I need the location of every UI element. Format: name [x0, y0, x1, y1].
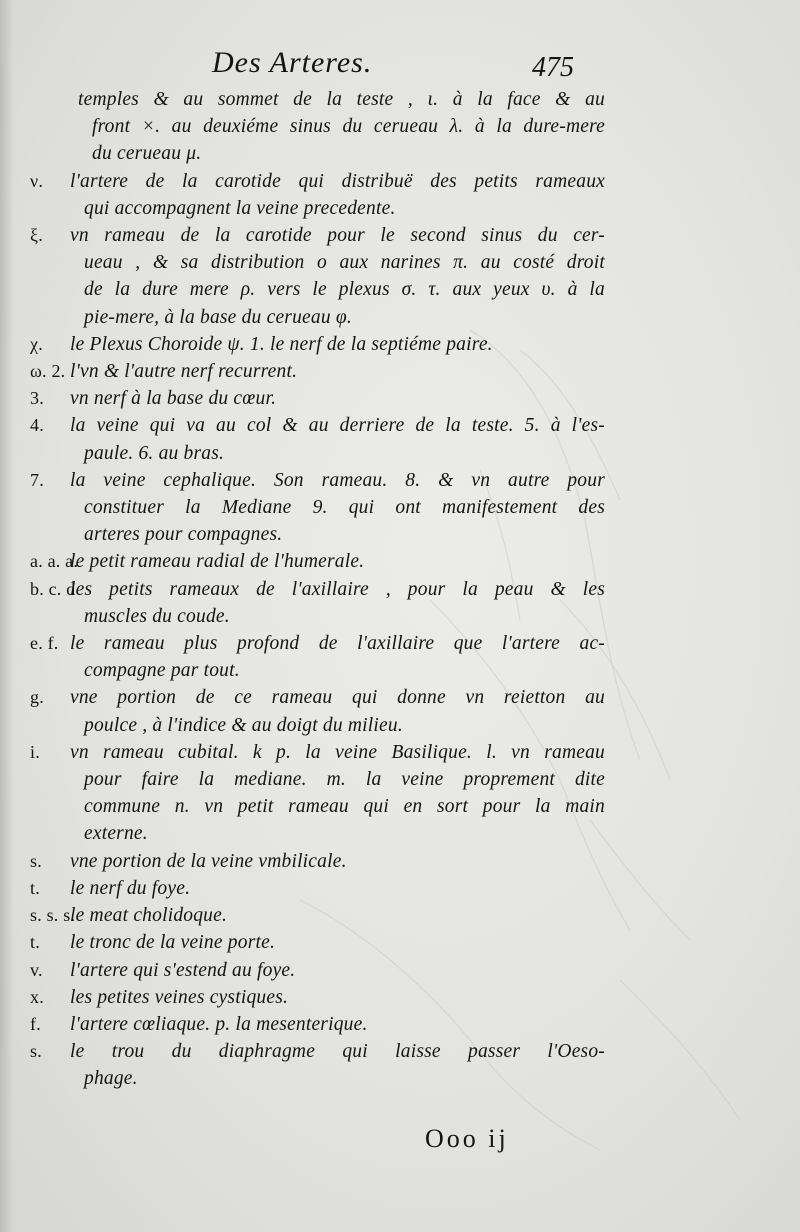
entry-label: v. [30, 959, 43, 980]
entry-line: la veine cephalique. Son rameau. 8. & vn autre pour [70, 469, 605, 491]
entry-label: χ. [30, 333, 43, 354]
entry-line: la veine qui va au col & au derriere de la teste. 5. à l'es- [70, 415, 605, 437]
entry-line: muscles du coude. [84, 605, 230, 627]
running-title: Des Arteres. [212, 46, 373, 79]
page-number: 475 [532, 52, 574, 83]
entry-line: le meat cholidoque. [70, 905, 228, 927]
entry-label: ξ. [30, 225, 43, 246]
entry-line: arteres pour compagnes. [84, 524, 283, 546]
entry-label: a. a. a. [30, 551, 79, 572]
entry-label: f. [30, 1013, 41, 1034]
signature-mark: Ooo ij [425, 1124, 509, 1153]
entry-line: qui accompagnent la veine precedente. [84, 197, 396, 219]
entry-label: ω. 2. [30, 361, 66, 382]
entry-label: 7. [30, 469, 44, 490]
entry-line: le tronc de la veine porte. [70, 932, 276, 954]
entry-line: front ×. au deuxiéme sinus du cerueau λ. à la dure-mere [92, 116, 605, 138]
entry-line: les petites veines cystiques. [70, 986, 289, 1008]
entry-line: constituer la Mediane 9. qui ont manifestement des [84, 497, 605, 519]
legend-entry [30, 548, 605, 575]
legend-entry [30, 929, 605, 956]
entry-line: les petits rameaux de l'axillaire , pour la peau & les [70, 578, 605, 600]
legend-text [30, 86, 605, 1093]
legend-entry [30, 86, 605, 168]
legend-entry [30, 902, 605, 929]
legend-entry [30, 412, 605, 466]
legend-entry [30, 848, 605, 875]
entry-line: temples & au sommet de la teste , ι. à la face & au [78, 89, 605, 110]
entry-label: e. f. [30, 633, 59, 654]
entry-line: externe. [84, 823, 148, 845]
entry-label: t. [30, 877, 40, 898]
entry-line: de la dure mere ρ. vers le plexus σ. τ. aux yeux υ. à la [84, 279, 605, 301]
entry-label: s. s. s. [30, 905, 76, 926]
entry-line: compagne par tout. [84, 660, 240, 682]
entry-label: 3. [30, 388, 44, 409]
entry-label: s. [30, 850, 42, 871]
entry-label: x. [30, 986, 44, 1007]
entry-line: ueau , & sa distribution ο aux narines π. au costé droit [84, 252, 605, 274]
entry-line: le petit rameau radial de l'humerale. [70, 551, 365, 573]
entry-line: le Plexus Choroide ψ. 1. le nerf de la septiéme paire. [70, 333, 493, 355]
entry-line: pie-mere, à la base du cerueau φ. [84, 306, 352, 328]
entry-line: le nerf du foye. [70, 877, 191, 899]
legend-entry [30, 984, 605, 1011]
legend-entry [30, 957, 605, 984]
entry-line: l'artere de la carotide qui distribuë des petits rameaux [70, 170, 605, 192]
entry-label: 4. [30, 415, 44, 436]
entry-line: paule. 6. au bras. [84, 442, 225, 464]
entry-line: vne portion de ce rameau qui donne vn reietton au [70, 687, 605, 709]
entry-line: le rameau plus profond de l'axillaire que l'artere ac- [70, 633, 605, 655]
entry-line: vn rameau de la carotide pour le second sinus du cer- [70, 225, 605, 247]
legend-entry [30, 222, 605, 331]
entry-line: poulce , à l'indice & au doigt du milieu. [84, 714, 403, 736]
entry-label: t. [30, 932, 40, 953]
entry-line: vne portion de la veine vmbilicale. [70, 850, 347, 872]
legend-entry [30, 739, 605, 848]
entry-label: i. [30, 741, 40, 762]
legend-entry [30, 467, 605, 549]
entry-label: ν. [30, 170, 44, 191]
entry-line: pour faire la mediane. m. la veine proprement dite [84, 769, 605, 791]
legend-entry [30, 684, 605, 738]
entry-line: phage. [84, 1068, 138, 1090]
legend-entry [30, 1011, 605, 1038]
entry-line: vn nerf à la base du cœur. [70, 388, 277, 410]
entry-line: l'artere cœliaque. p. la mesenterique. [70, 1013, 368, 1035]
entry-line: l'artere qui s'estend au foye. [70, 959, 296, 981]
entry-line: le trou du diaphragme qui laisse passer l'Oeso- [70, 1041, 605, 1063]
entry-line: du cerueau μ. [92, 143, 202, 165]
legend-entry [30, 385, 605, 412]
legend-entry [30, 576, 605, 630]
legend-entry [30, 630, 605, 684]
legend-entry [30, 331, 605, 358]
entry-line: vn rameau cubital. k p. la veine Basilique. l. vn rameau [70, 741, 605, 763]
page-header [0, 42, 800, 90]
entry-line: l'vn & l'autre nerf recurrent. [70, 361, 298, 383]
legend-entry [30, 875, 605, 902]
legend-entry [30, 168, 605, 222]
page-edge-shadow [0, 0, 14, 1232]
entry-label: s. [30, 1041, 42, 1062]
entry-line: commune n. vn petit rameau qui en sort pour la main [84, 796, 605, 818]
legend-entry [30, 1038, 605, 1092]
entry-label: b. c. d [30, 578, 76, 599]
legend-entry [30, 358, 605, 385]
entry-label: g. [30, 687, 44, 708]
